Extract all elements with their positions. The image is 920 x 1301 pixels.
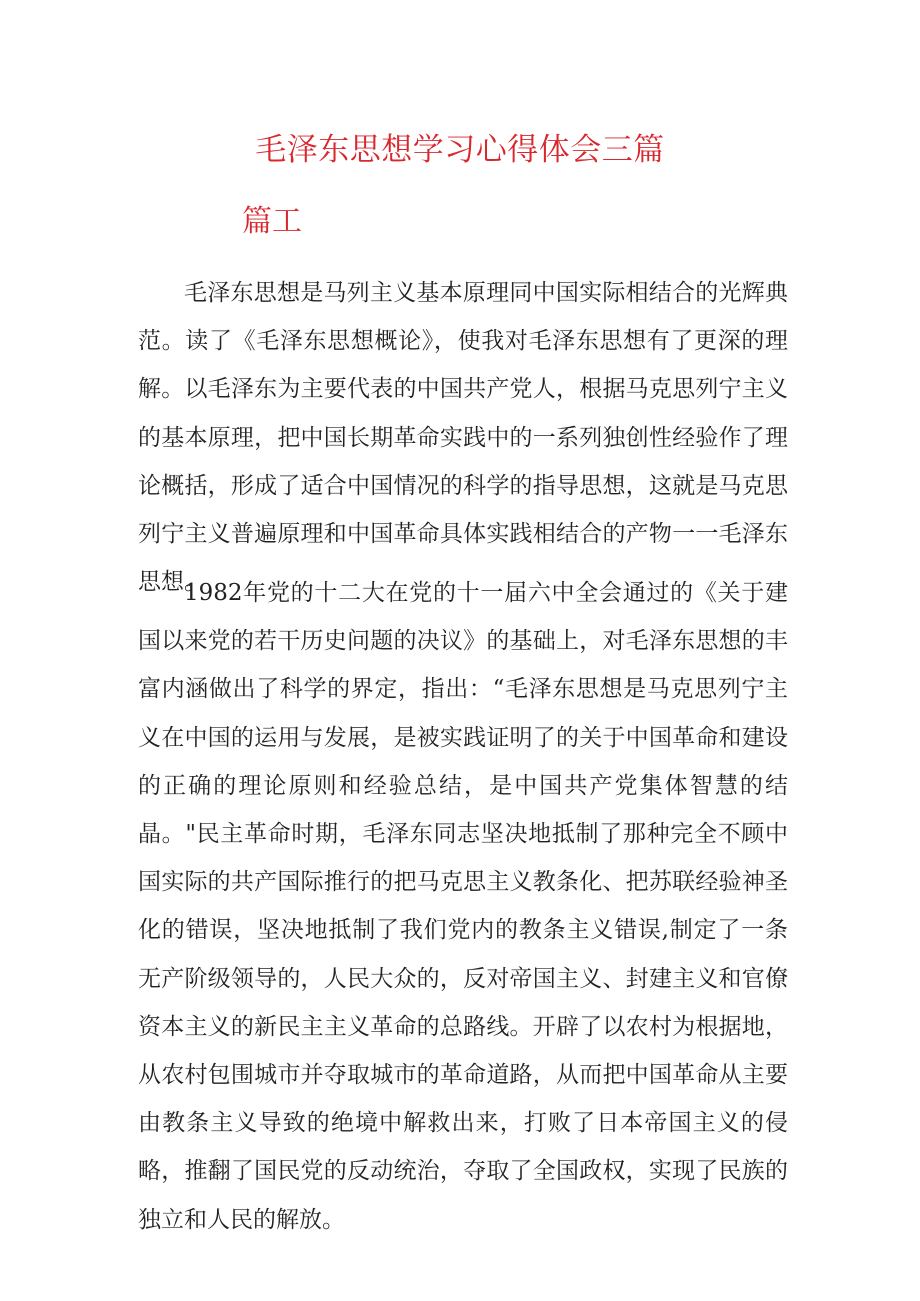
document-title: 毛泽东思想学习心得体会三篇 <box>255 132 665 168</box>
section-heading: 篇工 <box>242 204 302 239</box>
body-paragraph-1: 毛泽东思想是马列主义基本原理同中国实际相结合的光辉典范。读了《毛泽东思想概论》，使我对毛泽东思想有了更深的理解。以毛泽东为主要代表的中国共产党人，根据马克思列宁主义的基本原理，把中国长期革命实践中的一系列独创性经验作了理论概括，形成了适合中国情况的科学的指导思想，这就是马克思列宁主义普遍原理和中国革命具体实践相结合的产物一一毛泽东思想。 <box>138 280 788 596</box>
body-paragraph-2: 1982年党的十二大在党的十一届六中全会通过的《关于建国以来党的若干历史问题的决议》的基础上，对毛泽东思想的丰富内涵做出了科学的界定，指出：“毛泽东思想是马克思列宁主义在中国的运用与发展，是被实践证明了的关于中国革命和建设的正确的理论原则和经验总结，是中国共产党集体智慧的结晶。"民主革命时期，毛泽东同志坚决地抵制了那种完全不顾中国实际的共产国际推行的把马克思主义教条化、把苏联经验神圣化的错误，坚决地抵制了我们党内的教条主义错误,制定了一条无产阶级领导的，人民大众的，反对帝国主义、封建主义和官僚资本主义的新民主主义革命的总路线。开辟了以农村为根据地，从农村包围城市并夺取城市的革命道路，从而把中国革命从主要由教条主义导致的绝境中解救出来，打败了日本帝国主义的侵略，推翻了国民党的反动统治，夺取了全国政权，实现了民族的独立和人民的解放。 <box>138 580 788 1233</box>
